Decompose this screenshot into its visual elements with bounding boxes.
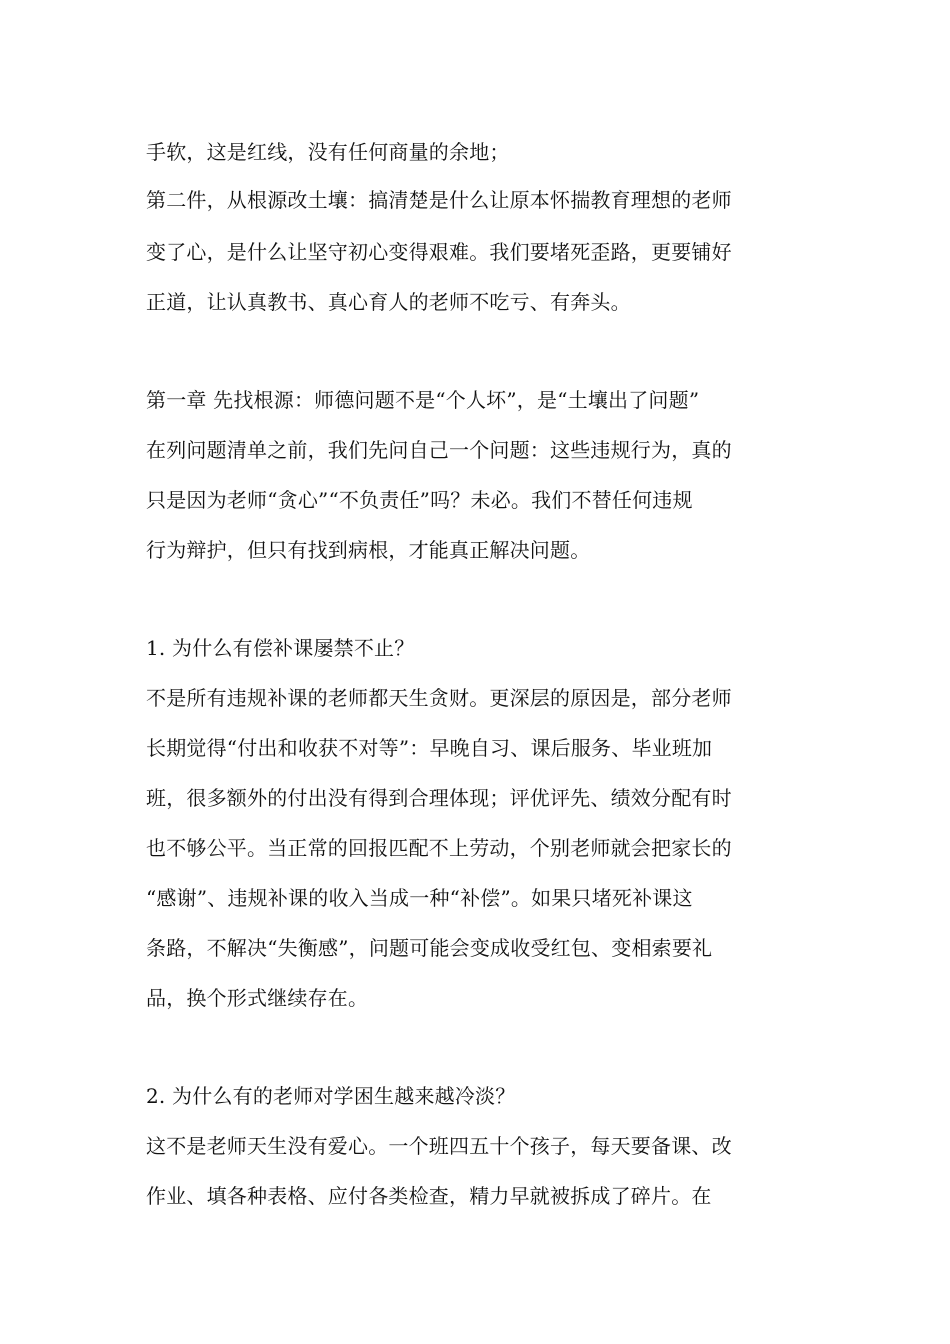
text-line: 在列问题清单之前，我们先问自己一个问题：这些违规行为，真的: [146, 438, 732, 462]
text-line: 手软，这是红线，没有任何商量的余地；: [146, 140, 510, 164]
text-line: 不是所有违规补课的老师都天生贪财。更深层的原因是，部分老师: [146, 686, 732, 710]
text-line: 只是因为老师“贪心”“不负责任”吗？未必。我们不替任何违规: [146, 488, 693, 512]
text-line: 变了心，是什么让坚守初心变得艰难。我们要堵死歪路，更要铺好: [146, 240, 732, 264]
text-line: 也不够公平。当正常的回报匹配不上劳动，个别老师就会把家长的: [146, 836, 732, 860]
text-line: 行为辩护，但只有找到病根，才能真正解决问题。: [146, 538, 591, 562]
section-heading: 2. 为什么有的老师对学困生越来越冷淡？: [146, 1084, 516, 1108]
chapter-heading: 第一章 先找根源：师德问题不是“个人坏”，是“土壤出了问题”: [146, 388, 700, 412]
text-line: 作业、填各种表格、应付各类检查，精力早就被拆成了碎片。在: [146, 1184, 712, 1208]
text-line: 长期觉得“付出和收获不对等”：早晚自习、课后服务、毕业班加: [146, 736, 713, 760]
text-line: “感谢”、违规补课的收入当成一种“补偿”。如果只堵死补课这: [146, 886, 693, 910]
text-line: 品，换个形式继续存在。: [146, 986, 369, 1010]
section-heading: 1. 为什么有偿补课屡禁不止？: [146, 636, 415, 660]
text-line: 条路，不解决“失衡感”，问题可能会变成收受红包、变相索要礼: [146, 936, 713, 960]
text-line: 这不是老师天生没有爱心。一个班四五十个孩子，每天要备课、改: [146, 1134, 732, 1158]
text-line: 正道，让认真教书、真心育人的老师不吃亏、有奔头。: [146, 290, 631, 314]
text-line: 第二件，从根源改土壤：搞清楚是什么让原本怀揣教育理想的老师: [146, 188, 732, 212]
text-line: 班，很多额外的付出没有得到合理体现；评优评先、绩效分配有时: [146, 786, 732, 810]
